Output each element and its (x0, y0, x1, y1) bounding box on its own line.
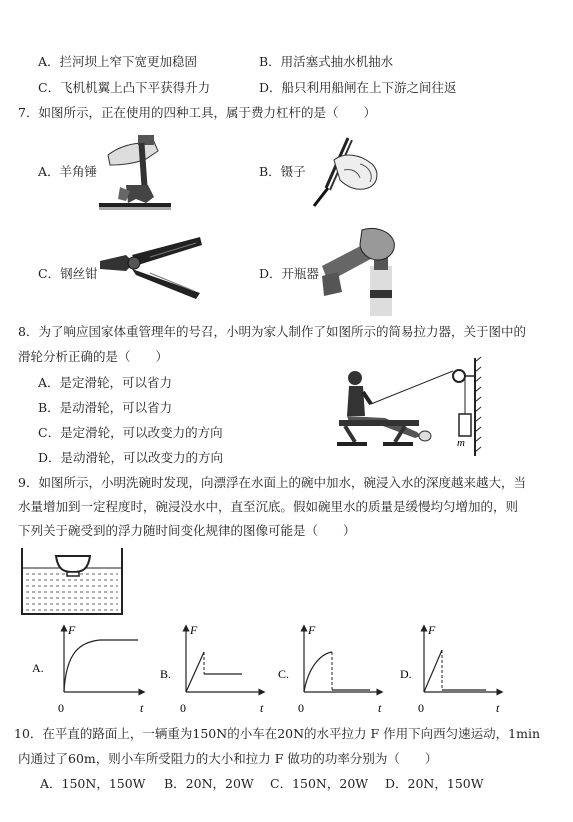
pulley-exerciser-figure (325, 356, 485, 460)
graph-c-x-label: t (378, 701, 382, 715)
graph-option-c (278, 623, 382, 715)
mass-label: m (457, 437, 465, 449)
q10-option-d: D．20N，150W (385, 776, 484, 791)
q9-line3: 下列关于碗受到的浮力随时间变化规律的图像可能是（ ） (18, 523, 356, 538)
bottle-opener-figure (318, 226, 408, 316)
q8-option-d: D．是动滑轮，可以改变力的方向 (38, 450, 224, 465)
graph-b-origin: 0 (180, 701, 186, 715)
graph-c-y-label: F (308, 623, 316, 637)
graph-d-option-label: D. (400, 667, 412, 681)
graph-b-y-label: F (190, 623, 198, 637)
graph-d-x-label: t (496, 701, 500, 715)
q8-option-a: A．是定滑轮，可以省力 (38, 375, 173, 390)
graph-a-y-label: F (68, 623, 76, 637)
wire-cutter-figure (96, 233, 206, 299)
weight-block (459, 414, 471, 436)
claw-hammer-figure (96, 125, 176, 213)
q6-option-b: B．用活塞式抽水机抽水 (259, 54, 394, 69)
graph-a-x-label: t (140, 701, 144, 715)
q8-stem-line1: 8．为了响应国家体重管理年的号召，小明为家人制作了如图所示的简易拉力器，关于图中的 (18, 324, 526, 339)
q6-option-d: D．船只利用船闸在上下游之间往返 (259, 80, 457, 95)
graph-option-b (160, 623, 264, 715)
q7-option-b: B．镊子 (259, 164, 306, 179)
q10-line1: 10．在平直的路面上，一辆重为150N的小车在20N的水平拉力 F 作用下向西匀速运动，1min (14, 726, 541, 741)
bowl (56, 556, 90, 572)
graph-b-x-label: t (260, 701, 264, 715)
buoyancy-graphs (30, 622, 570, 718)
graph-option-d (400, 623, 500, 715)
q7-option-a: A．羊角锤 (38, 164, 98, 179)
graph-d-y-label: F (428, 623, 436, 637)
graph-a-option-label: A. (32, 661, 44, 675)
graph-b-option-label: B. (160, 667, 172, 681)
graph-c-option-label: C. (278, 667, 290, 681)
q10-line2: 内通过了60m，则小车所受阻力的大小和拉力 F 做功的功率分别为（ ） (18, 751, 438, 766)
graph-option-a (32, 623, 144, 715)
graph-a-origin: 0 (58, 701, 64, 715)
graph-c-origin: 0 (298, 701, 304, 715)
bowl-in-water-figure (20, 546, 126, 618)
q10-option-c: C．150N，20W (270, 776, 369, 791)
q7-option-c: C．钢丝钳 (38, 266, 98, 281)
tweezers-figure (300, 130, 390, 210)
q9-line1: 9．如图所示，小明洗碗时发现，向漂浮在水面上的碗中加水，碗浸入水的深度越来越大，当 (18, 475, 526, 490)
pulley-wheel (453, 370, 465, 382)
q9-line2: 水量增加到一定程度时，碗浸没水中，直至沉底。假如碗里水的质量是缓慢均匀增加的，则 (18, 499, 519, 514)
q6-option-c: C．飞机机翼上凸下平获得升力 (38, 80, 211, 95)
q7-option-d: D．开瓶器 (259, 266, 320, 281)
q7-stem: 7．如图所示，正在使用的四种工具，属于费力杠杆的是（ ） (18, 105, 376, 120)
q10-option-a: A．150N，150W (40, 776, 146, 791)
q8-option-b: B．是动滑轮，可以省力 (38, 400, 173, 415)
graph-d-origin: 0 (418, 701, 424, 715)
graph-a-curve (64, 640, 138, 692)
q6-option-a: A．拦河坝上窄下宽更加稳固 (38, 54, 198, 69)
q8-stem-line2: 滑轮分析正确的是（ ） (18, 349, 169, 364)
q8-option-c: C．是定滑轮，可以改变力的方向 (38, 425, 223, 440)
q10-option-b: B．20N，20W (164, 776, 254, 791)
